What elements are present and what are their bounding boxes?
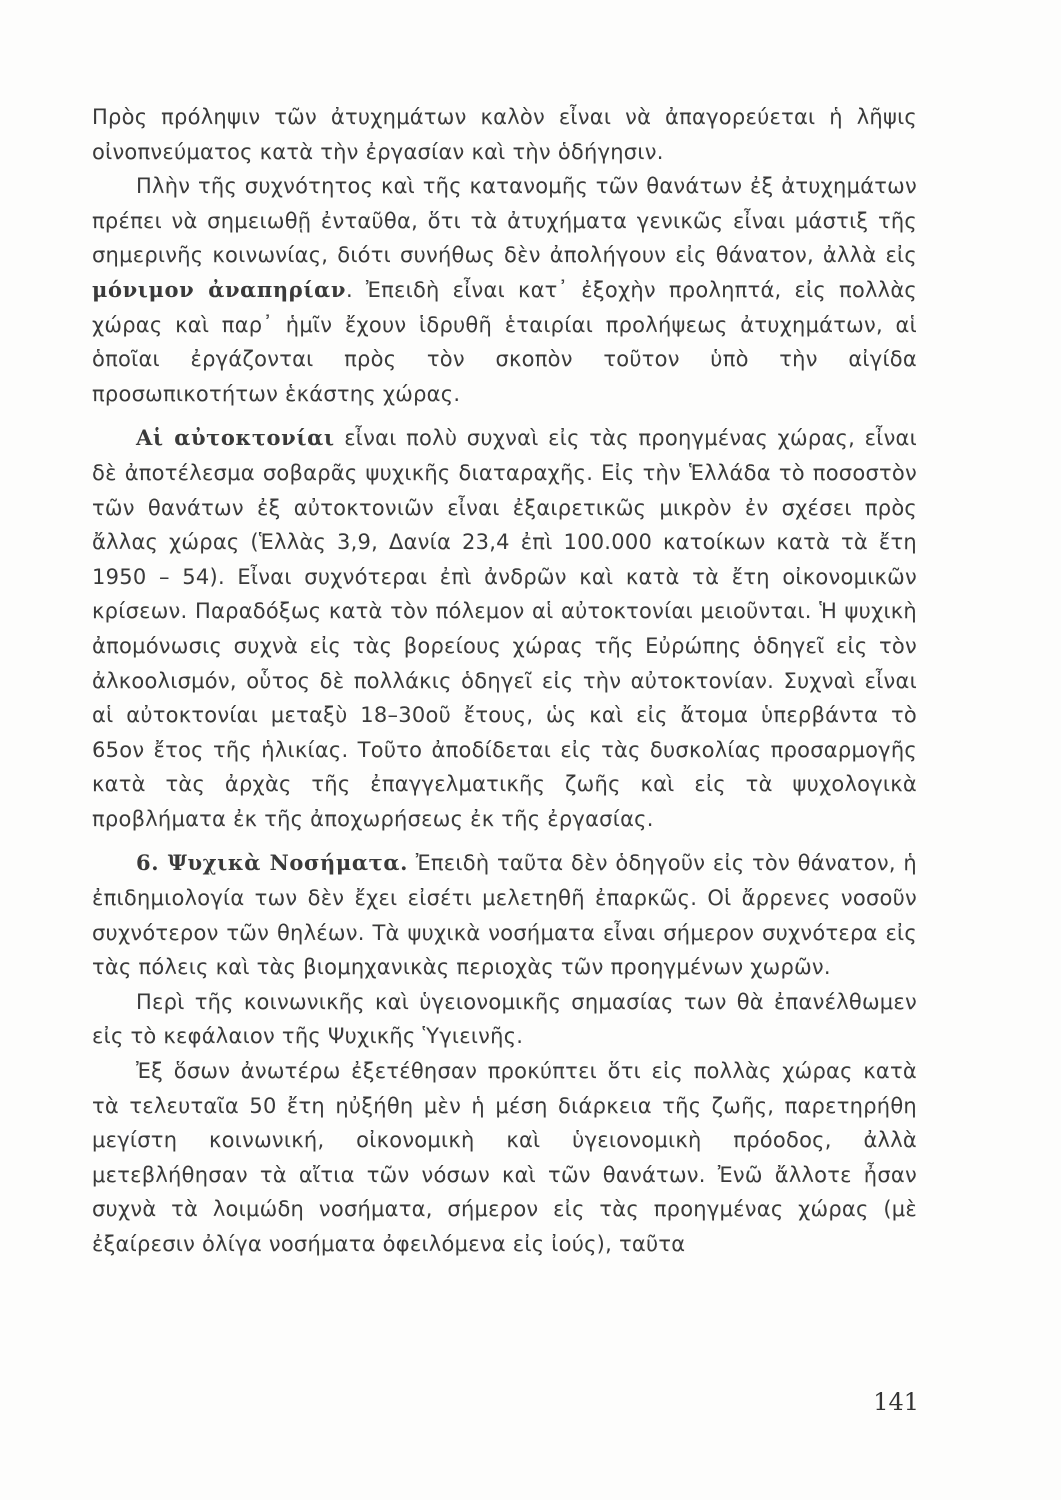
paragraph-accident-disability: Πλὴν τῆς συχνότητος καὶ τῆς κατανομῆς τῶν θανάτων ἐξ ἀτυχημάτων πρέπει νὰ σημειωθῇ ἐνταῦθα, ὅτι τὰ ἀτυχήματα γενικῶς εἶναι μάστιξ τῆς σημερινῆς κοινωνίας, διότι συνήθως δὲν ἀπολήγουν εἰς θάνατον, ἀλλὰ εἰς μόνιμον ἀναπηρίαν. Ἐπειδὴ εἶναι κατ᾿ ἐξοχὴν προληπτά, εἰς πολλὰς χώρας καὶ παρ᾿ ἡμῖν ἔχουν ἱδρυθῆ ἑταιρίαι προλήψεως ἀτυχημάτων, αἱ ὁποῖαι ἐργάζονται πρὸς τὸν σκοπὸν τοῦτον ὑπὸ τὴν αἰγίδα προσωπικοτήτων ἑκάστης χώρας. xyxy=(92,174,917,406)
paragraph-mental-illness: 6. Ψυχικὰ Νοσήματα. Ἐπειδὴ ταῦτα δὲν ὁδηγοῦν εἰς τὸν θάνατον, ἡ ἐπιδημιολογία των δὲν ἔχει εἰσέτι μελετηθῆ ἐπαρκῶς. Οἱ ἄρρενες νοσοῦν συχνότερον τῶν θηλέων. Τὰ ψυχικὰ νοσήματα εἶναι σήμερον συχνότερα εἰς τὰς πόλεις καὶ τὰς βιομηχανικὰς περιοχὰς τῶν προηγμένων χωρῶν. xyxy=(92,850,917,980)
paragraph-conclusion: Ἐξ ὅσων ἀνωτέρω ἐξετέθησαν προκύπτει ὅτι εἰς πολλὰς χώρας κατὰ τὰ τελευταῖα 50 ἔτη ηὐξήθη μὲν ἡ μέση διάρκεια τῆς ζωῆς, παρετηρήθη μεγίστη κοινωνική, οἰκονομικὴ καὶ ὑγειονομικὴ πρόοδος, ἀλλὰ μετεβλήθησαν τὰ αἴτια τῶν νόσων καὶ τῶν θανάτων. Ἐνῶ ἄλλοτε ἦσαν συχνὰ τὰ λοιμώδη νοσήματα, σήμερον εἰς τὰς προηγμένας χώρας (μὲ ἐξαίρεσιν ὀλίγα νοσήματα ὀφειλόμενα εἰς ἰούς), ταῦτα xyxy=(92,1059,917,1256)
paragraph-accident-prevention: Πρὸς πρόληψιν τῶν ἀτυχημάτων καλὸν εἶναι νὰ ἀπαγορεύεται ἡ λῆψις οἰνοπνεύματος κατὰ τὴν ἐργασίαν καὶ τὴν ὁδήγησιν. xyxy=(92,105,917,164)
paragraph-mental-hygiene-reference: Περὶ τῆς κοινωνικῆς καὶ ὑγειονομικῆς σημασίας των θὰ ἐπανέλθωμεν εἰς τὸ κεφάλαιον τῆς Ψυχικῆς Ὑγιεινῆς. xyxy=(92,989,917,1049)
body-text xyxy=(92,100,917,1262)
paragraph-suicides: Αἱ αὐτοκτονίαι εἶναι πολὺ συχναὶ εἰς τὰς προηγμένας χώρας, εἶναι δὲ ἀποτέλεσμα σοβαρᾶς ψυχικῆς διαταραχῆς. Εἰς τὴν Ἑλλάδα τὸ ποσοστὸν τῶν θανάτων ἐξ αὐτοκτονιῶν εἶναι ἐξαιρετικῶς μικρὸν ἐν σχέσει πρὸς ἄλλας χώρας (Ἑλλὰς 3,9, Δανία 23,4 ἐπὶ 100.000 κατοίκων κατὰ τὰ ἔτη 1950 – 54). Εἶναι συχνότεραι ἐπὶ ἀνδρῶν καὶ κατὰ τὰ ἔτη οἰκονομικῶν κρίσεων. Παραδόξως κατὰ τὸν πόλεμον αἱ αὐτοκτονίαι μειοῦνται. Ἡ ψυχικὴ ἀπομόνωσις συχνὰ εἰς τὰς βορείους χώρας τῆς Εὐρώπης ὁδηγεῖ εἰς τὸν ἀλκοολισμόν, οὗτος δὲ πολλάκις ὁδηγεῖ εἰς τὴν αὐτοκτονίαν. Συχναὶ εἶναι αἱ αὐτοκτονίαι μεταξὺ 18–30οῦ ἔτους, ὡς καὶ εἰς ἄτομα ὑπερβάντα τὸ 65ον ἔτος τῆς ἡλικίας. Τοῦτο ἀποδίδεται εἰς τὰς δυσκολίας προσαρμογῆς κατὰ τὰς ἀρχὰς τῆς ἐπαγγελματικῆς ζωῆς καὶ εἰς τὰ ψυχολογικὰ προβλήματα ἐκ τῆς ἀποχωρήσεως ἐκ τῆς ἐργασίας. xyxy=(92,425,917,831)
emphasis-suicides: Αἱ αὐτοκτονίαι xyxy=(136,425,335,451)
page-number: 141 xyxy=(873,1388,919,1416)
emphasis-permanent-disability: μόνιμον ἀναπηρίαν xyxy=(92,276,347,302)
section-heading-mental-illness: 6. Ψυχικὰ Νοσήματα. xyxy=(136,850,409,876)
